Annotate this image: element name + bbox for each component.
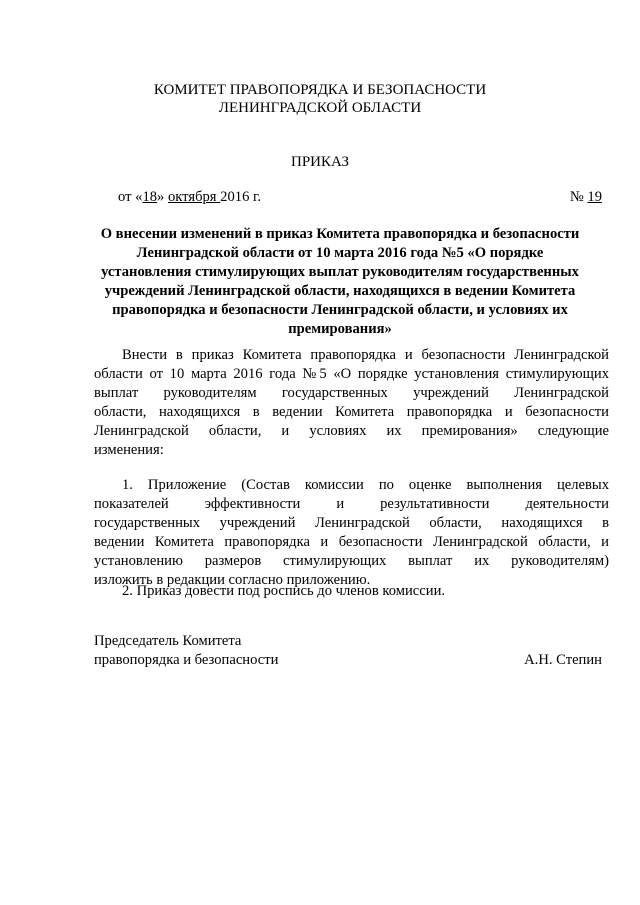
order-number bbox=[570, 188, 602, 207]
item-line: государственных учреждений Ленинградской области, находящихся в bbox=[94, 515, 609, 531]
paragraph-line: выплат руководителям государственных учреждений Ленинградской bbox=[94, 385, 609, 401]
date-prefix: от « bbox=[118, 189, 143, 205]
order-title bbox=[60, 225, 620, 339]
item-line: показателей эффективности и результативности деятельности bbox=[94, 496, 609, 512]
item-line: изложить в редакции согласно приложению. bbox=[94, 572, 371, 588]
date-mid: » bbox=[157, 189, 168, 205]
body-item-1 bbox=[94, 476, 609, 590]
signature-position-line2: правопорядка и безопасности bbox=[94, 652, 279, 668]
item-line: установлению размеров стимулирующих выплат их руководителям) bbox=[94, 553, 609, 569]
title-line: О внесении изменений в приказ Комитета правопорядка и безопасности bbox=[100, 226, 580, 242]
signature-position-line1: Председатель Комитета bbox=[94, 633, 242, 649]
paragraph-line: Внести в приказ Комитета правопорядка и безопасности Ленинградской bbox=[122, 347, 609, 363]
number-value: 19 bbox=[587, 189, 602, 205]
body-item-2: 2. Приказ довести под роспись до членов комиссии. bbox=[122, 583, 446, 599]
title-line: Ленинградской области от 10 марта 2016 года №5 «О порядке bbox=[136, 245, 544, 261]
date-year: 2016 г. bbox=[220, 189, 261, 205]
paragraph-line: Ленинградской области, и условиях их премирования» следующие bbox=[94, 423, 609, 439]
paragraph-line: изменения: bbox=[94, 442, 164, 458]
paragraph-line: области, находящихся в ведении Комитета правопорядка и безопасности bbox=[94, 404, 609, 420]
number-prefix: № bbox=[569, 189, 588, 205]
title-line: установления стимулирующих выплат руководителям государственных bbox=[101, 264, 579, 280]
signatory-name: А.Н. Степин bbox=[524, 652, 602, 668]
paragraph-line: области от 10 марта 2016 года №5 «О порядке установления стимулирующих bbox=[94, 366, 609, 382]
order-date bbox=[118, 188, 261, 207]
body-paragraph-1 bbox=[94, 346, 609, 460]
date-day: 18 bbox=[142, 189, 158, 205]
committee-name-line1: КОМИТЕТ ПРАВОПОРЯДКА И БЕЗОПАСНОСТИ bbox=[153, 82, 487, 98]
title-line: премирования» bbox=[288, 321, 392, 337]
committee-name-line2: ЛЕНИНГРАДСКОЙ ОБЛАСТИ bbox=[218, 100, 422, 116]
date-month: октября bbox=[167, 189, 221, 205]
title-line: учреждений Ленинградской области, находящихся в ведении Комитета bbox=[104, 283, 576, 299]
title-line: правопорядка и безопасности Ленинградской области, и условиях их bbox=[112, 302, 568, 318]
item-line: ведении Комитета правопорядка и безопасности Ленинградской области, и bbox=[94, 534, 609, 550]
item-line: 1. Приложение (Состав комиссии по оценке выполнения целевых bbox=[122, 477, 609, 493]
document-type-heading: ПРИКАЗ bbox=[291, 154, 349, 170]
